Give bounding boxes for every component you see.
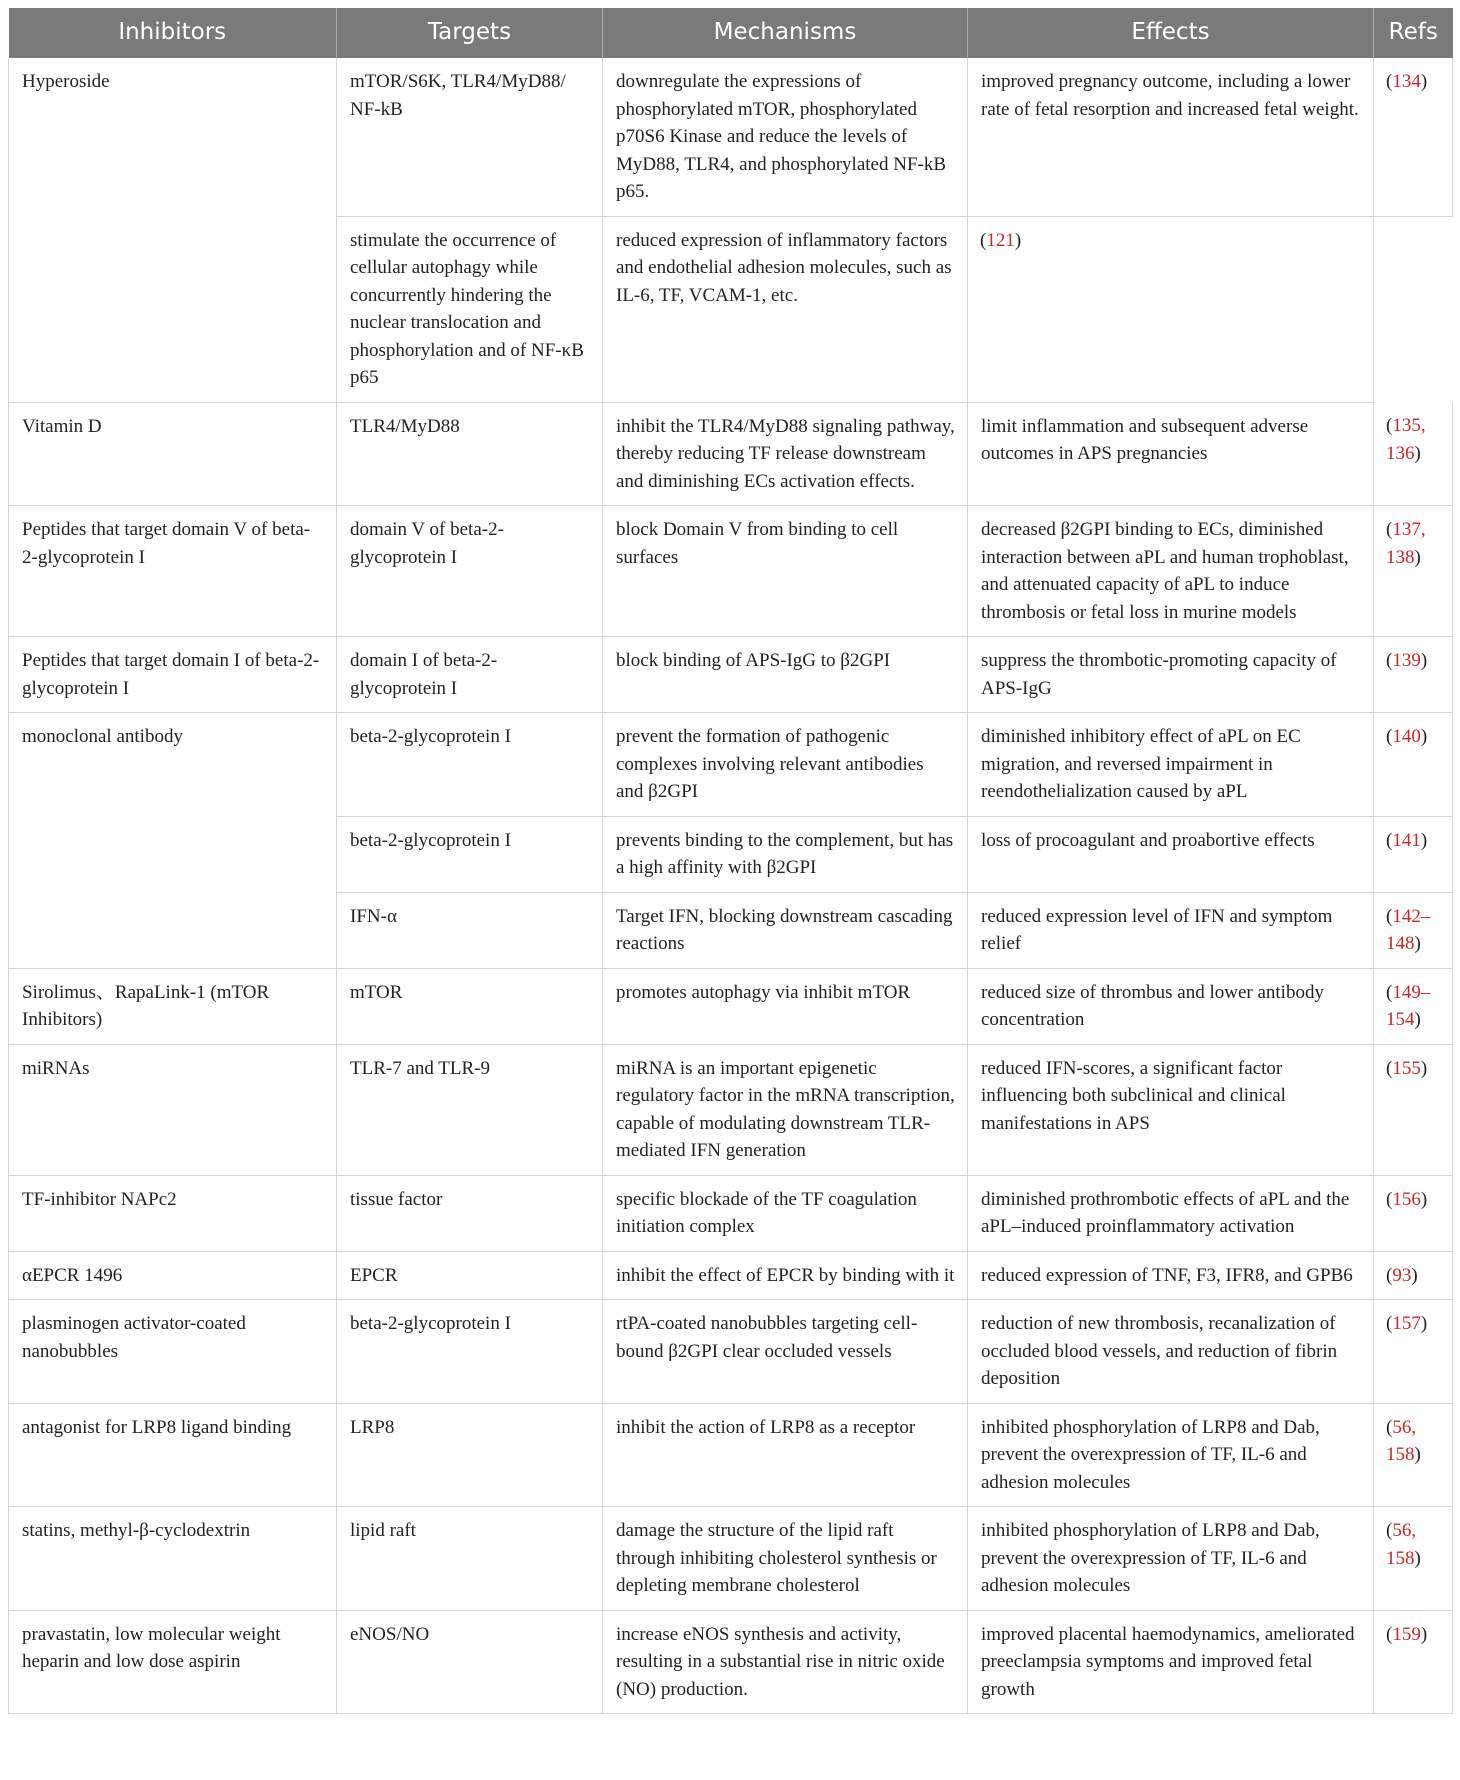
effect-cell: reduced IFN-scores, a significant factor influencing both subclinical and clinical manifestations in APS xyxy=(968,1044,1374,1175)
table-row xyxy=(9,713,1453,817)
mechanism-cell: Target IFN, blocking downstream cascading reactions xyxy=(603,892,968,968)
inhibitor-cell: Peptides that target domain V of beta-2-glycoprotein I xyxy=(9,506,337,637)
inhibitor-cell: αEPCR 1496 xyxy=(9,1251,337,1300)
ref-cell: (56, 158) xyxy=(1374,1403,1453,1507)
header-refs: Refs xyxy=(1374,8,1453,58)
mechanism-cell: damage the structure of the lipid raft through inhibiting cholesterol synthesis or depleting membrane cholesterol xyxy=(603,1507,968,1611)
target-cell: domain V of beta-2-glycoprotein I xyxy=(337,506,603,637)
target-cell: tissue factor xyxy=(337,1175,603,1251)
ref-cell: (156) xyxy=(1374,1175,1453,1251)
ref-link[interactable]: 93 xyxy=(1392,1264,1412,1286)
effect-cell: suppress the thrombotic-promoting capacity of APS-IgG xyxy=(968,637,1374,713)
table-row xyxy=(9,58,1453,216)
inhibitor-cell: TF-inhibitor NAPc2 xyxy=(9,1175,337,1251)
table-row xyxy=(9,1507,1453,1611)
ref-cell: (149–154) xyxy=(1374,968,1453,1044)
ref-link[interactable]: 139 xyxy=(1392,650,1421,671)
target-cell: LRP8 xyxy=(337,1403,603,1507)
effect-cell: improved placental haemodynamics, ameliorated preeclampsia symptoms and improved fetal growth xyxy=(968,1610,1374,1714)
mechanism-cell: increase eNOS synthesis and activity, resulting in a substantial rise in nitric oxide (NO) production. xyxy=(603,1610,968,1714)
effect-cell: decreased β2GPI binding to ECs, diminished interaction between aPL and human trophoblast, and attenuated capacity of aPL to induce thrombosis or fetal loss in murine models xyxy=(968,506,1374,637)
inhibitors-table xyxy=(8,8,1453,1714)
header-effects: Effects xyxy=(968,8,1374,58)
effect-cell: inhibited phosphorylation of LRP8 and Dab, prevent the overexpression of TF, IL-6 and adhesion molecules xyxy=(968,1403,1374,1507)
mechanism-cell: stimulate the occurrence of cellular autophagy while concurrently hindering the nuclear translocation and phosphorylation and of NF-κB p65 xyxy=(337,216,603,402)
table-header xyxy=(9,8,1453,58)
ref-link[interactable]: 140 xyxy=(1392,726,1421,747)
mechanism-cell: block Domain V from binding to cell surfaces xyxy=(603,506,968,637)
ref-link[interactable]: 156 xyxy=(1392,1188,1421,1210)
ref-link[interactable]: 157 xyxy=(1392,1313,1421,1334)
effect-cell: reduced size of thrombus and lower antibody concentration xyxy=(968,968,1374,1044)
table-row xyxy=(9,637,1453,713)
mechanism-cell: downregulate the expressions of phosphorylated mTOR, phosphorylated p70S6 Kinase and reduce the levels of MyD88, TLR4, and phosphorylated NF-kB p65. xyxy=(603,58,968,216)
inhibitor-cell: antagonist for LRP8 ligand binding xyxy=(9,1403,337,1507)
ref-cell: (139) xyxy=(1374,637,1453,713)
inhibitor-cell: Peptides that target domain I of beta-2-glycoprotein I xyxy=(9,637,337,713)
effect-cell: reduced expression level of IFN and symptom relief xyxy=(968,892,1374,968)
effect-cell: improved pregnancy outcome, including a lower rate of fetal resorption and increased fetal weight. xyxy=(968,58,1374,216)
table-row xyxy=(9,1300,1453,1404)
inhibitor-cell: Hyperoside xyxy=(9,58,337,402)
mechanism-cell: prevent the formation of pathogenic complexes involving relevant antibodies and β2GPI xyxy=(603,713,968,817)
inhibitor-cell: plasminogen activator-coated nanobubbles xyxy=(9,1300,337,1404)
target-cell: lipid raft xyxy=(337,1507,603,1611)
effect-cell: reduction of new thrombosis, recanalization of occluded blood vessels, and reduction of fibrin deposition xyxy=(968,1300,1374,1404)
effect-cell: limit inflammation and subsequent adverse outcomes in APS pregnancies xyxy=(968,402,1374,506)
target-cell: domain I of beta-2-glycoprotein I xyxy=(337,637,603,713)
target-cell: mTOR/S6K, TLR4/MyD88/ NF-kB xyxy=(337,58,603,216)
target-cell: eNOS/NO xyxy=(337,1610,603,1714)
ref-cell: (93) xyxy=(1374,1251,1453,1300)
table-row xyxy=(9,968,1453,1044)
ref-link[interactable]: 56, 158 xyxy=(1386,1520,1417,1569)
ref-cell: (121) xyxy=(968,216,1374,402)
ref-link[interactable]: 137, 138 xyxy=(1386,519,1426,568)
ref-cell: (137, 138) xyxy=(1374,506,1453,637)
inhibitor-cell: statins, methyl-β-cyclodextrin xyxy=(9,1507,337,1611)
ref-link[interactable]: 155 xyxy=(1392,1057,1421,1079)
ref-link[interactable]: 141 xyxy=(1392,829,1421,851)
target-cell: beta-2-glycoprotein I xyxy=(337,816,603,892)
ref-link[interactable]: 135, 136 xyxy=(1386,415,1426,464)
effect-cell: diminished prothrombotic effects of aPL and the aPL–induced proinflammatory activation xyxy=(968,1175,1374,1251)
target-cell: beta-2-glycoprotein I xyxy=(337,713,603,817)
ref-cell: (157) xyxy=(1374,1300,1453,1404)
inhibitor-cell: miRNAs xyxy=(9,1044,337,1175)
table-row xyxy=(9,506,1453,637)
mechanism-cell: rtPA-coated nanobubbles targeting cell-bound β2GPI clear occluded vessels xyxy=(603,1300,968,1404)
ref-cell: (142–148) xyxy=(1374,892,1453,968)
ref-cell: (134) xyxy=(1374,58,1453,216)
mechanism-cell: prevents binding to the complement, but has a high affinity with β2GPI xyxy=(603,816,968,892)
effect-cell: inhibited phosphorylation of LRP8 and Dab, prevent the overexpression of TF, IL-6 and adhesion molecules xyxy=(968,1507,1374,1611)
mechanism-cell: promotes autophagy via inhibit mTOR xyxy=(603,968,968,1044)
ref-link[interactable]: 159 xyxy=(1392,1623,1421,1645)
ref-link[interactable]: 149–154 xyxy=(1386,981,1431,1030)
inhibitor-cell: pravastatin, low molecular weight heparin and low dose aspirin xyxy=(9,1610,337,1714)
ref-cell: (140) xyxy=(1374,713,1453,817)
table-row xyxy=(9,1251,1453,1300)
header-row xyxy=(9,8,1453,58)
table-row xyxy=(9,1175,1453,1251)
ref-cell: (56, 158) xyxy=(1374,1507,1453,1611)
mechanism-cell: block binding of APS-IgG to β2GPI xyxy=(603,637,968,713)
header-targets: Targets xyxy=(337,8,603,58)
mechanism-cell: inhibit the effect of EPCR by binding with it xyxy=(603,1251,968,1300)
ref-link[interactable]: 142–148 xyxy=(1386,905,1431,954)
header-inhibitors: Inhibitors xyxy=(9,8,337,58)
effect-cell: diminished inhibitory effect of aPL on EC migration, and reversed impairment in reendothelialization caused by aPL xyxy=(968,713,1374,817)
inhibitor-cell: Sirolimus、RapaLink-1 (mTOR Inhibitors) xyxy=(9,968,337,1044)
table-body xyxy=(9,58,1453,1714)
target-cell: mTOR xyxy=(337,968,603,1044)
target-cell: EPCR xyxy=(337,1251,603,1300)
ref-cell: (135, 136) xyxy=(1374,402,1453,506)
ref-cell: (141) xyxy=(1374,816,1453,892)
target-cell: beta-2-glycoprotein I xyxy=(337,1300,603,1404)
effect-cell: reduced expression of TNF, F3, IFR8, and GPB6 xyxy=(968,1251,1374,1300)
ref-link[interactable]: 56, 158 xyxy=(1386,1416,1417,1465)
mechanism-cell: inhibit the action of LRP8 as a receptor xyxy=(603,1403,968,1507)
target-cell: TLR-7 and TLR-9 xyxy=(337,1044,603,1175)
target-cell: IFN-α xyxy=(337,892,603,968)
mechanism-cell: specific blockade of the TF coagulation initiation complex xyxy=(603,1175,968,1251)
mechanism-cell: inhibit the TLR4/MyD88 signaling pathway, thereby reducing TF release downstream and diminishing ECs activation effects. xyxy=(603,402,968,506)
table-row xyxy=(9,1044,1453,1175)
target-cell: TLR4/MyD88 xyxy=(337,402,603,506)
ref-link[interactable]: 121 xyxy=(986,229,1015,251)
ref-link[interactable]: 134 xyxy=(1392,71,1421,92)
table-row xyxy=(9,1403,1453,1507)
inhibitor-cell: Vitamin D xyxy=(9,402,337,506)
effect-cell: loss of procoagulant and proabortive effects xyxy=(968,816,1374,892)
table-row xyxy=(9,1610,1453,1714)
effect-cell: reduced expression of inflammatory factors and endothelial adhesion molecules, such as IL-6, TF, VCAM-1, etc. xyxy=(603,216,968,402)
header-mechanisms: Mechanisms xyxy=(603,8,968,58)
ref-cell: (155) xyxy=(1374,1044,1453,1175)
mechanism-cell: miRNA is an important epigenetic regulatory factor in the mRNA transcription, capable of modulating downstream TLR-mediated IFN generation xyxy=(603,1044,968,1175)
table-row xyxy=(9,402,1453,506)
ref-cell: (159) xyxy=(1374,1610,1453,1714)
inhibitor-cell: monoclonal antibody xyxy=(9,713,337,969)
